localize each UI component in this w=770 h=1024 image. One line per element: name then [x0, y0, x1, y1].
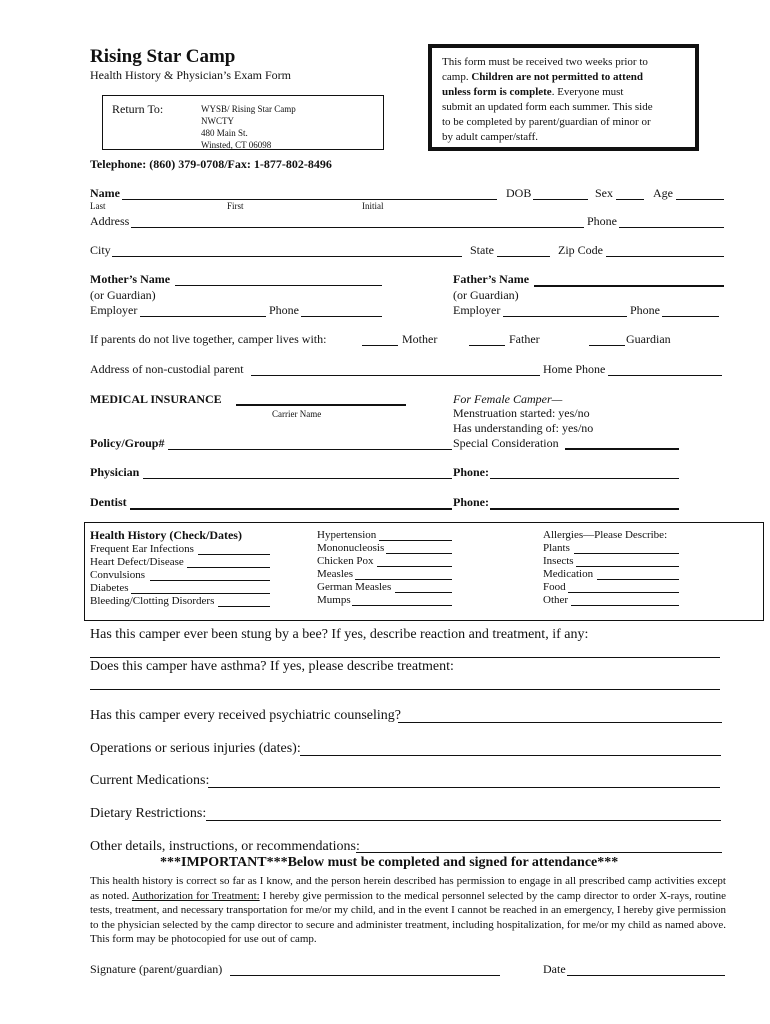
notice-text: . Everyone must: [551, 86, 624, 98]
mother-label: Mother’s Name: [90, 272, 171, 286]
important-heading: ***IMPORTANT***Below must be completed and signed for attendance***: [160, 855, 619, 870]
bee-field[interactable]: [90, 657, 720, 658]
dentist-phone-label: Phone:: [453, 495, 489, 509]
dietary-field[interactable]: [206, 820, 721, 821]
asthma-question: Does this camper have asthma? If yes, please describe treatment:: [90, 659, 454, 674]
date-field[interactable]: [567, 975, 725, 976]
date-label: Date: [543, 962, 566, 976]
state-label: State: [470, 243, 494, 257]
sex-label: Sex: [595, 186, 613, 200]
operations-field[interactable]: [300, 755, 721, 756]
notice-line: submit an updated form each summer. This side: [442, 101, 653, 113]
father-phone-field[interactable]: [662, 316, 719, 317]
health-item: Mumps: [317, 594, 351, 606]
menstruation: Menstruation started: yes/no: [453, 406, 590, 420]
father-employer-field[interactable]: [503, 316, 627, 317]
address-field[interactable]: [131, 227, 584, 228]
noncustodial-field[interactable]: [251, 375, 540, 376]
mother-phone-label: Phone: [269, 303, 299, 317]
health-item: Hypertension: [317, 529, 377, 541]
health-item-field[interactable]: [352, 605, 452, 606]
name-field[interactable]: [122, 199, 497, 200]
medications-question: Current Medications:: [90, 773, 210, 788]
health-item: German Measles: [317, 581, 392, 593]
health-item: Convulsions: [90, 569, 146, 581]
notice-text: camp.: [442, 71, 469, 83]
special-field[interactable]: [565, 448, 679, 450]
physician-phone-field[interactable]: [490, 478, 679, 479]
address-label: Address: [90, 214, 130, 228]
health-item-field[interactable]: [377, 566, 452, 567]
signature-label: Signature (parent/guardian): [90, 962, 223, 976]
health-item: Insects: [543, 555, 574, 567]
policy-field[interactable]: [168, 449, 452, 450]
age-label: Age: [653, 186, 673, 200]
allergies-label: Allergies—Please Describe:: [543, 529, 668, 541]
phone-label: Phone: [587, 214, 617, 228]
other-field[interactable]: [356, 852, 722, 853]
return-label: Return To:: [112, 102, 164, 116]
consent-text: I hereby give permission to the medical personnel selected by the camp director to order X-rays, routine tests, treatment, and necessary transportation for me/or my child, and in the event I cannot be reached in an emergency, I hereby give permission to the physician selected by the camp director to secure and administer treatment, including hospitalization, for me/or my child as named above. This form may be photocopied for use out of camp.: [90, 889, 726, 945]
city-label: City: [90, 243, 111, 257]
signature-field[interactable]: [230, 975, 500, 976]
health-item-field[interactable]: [218, 606, 270, 607]
health-item-field[interactable]: [198, 554, 270, 555]
return-line: WYSB/ Rising Star Camp: [201, 104, 296, 114]
health-item: Medication: [543, 568, 594, 580]
understanding: Has understanding of: yes/no: [453, 421, 594, 435]
last-caption: Last: [90, 201, 106, 211]
initial-caption: Initial: [362, 201, 384, 211]
consent-text: This health history is correct so far as I know, and the person herein described has permission to engage in all prescribed camp activities except as noted.: [90, 875, 726, 902]
return-line: Winsted, CT 06098: [201, 140, 272, 150]
form-subtitle: Health History & Physician’s Exam Form: [90, 68, 291, 82]
health-item-field[interactable]: [386, 553, 452, 554]
mother-phone-field[interactable]: [301, 316, 382, 317]
physician-field[interactable]: [143, 478, 452, 479]
return-address-box: [102, 95, 384, 150]
option-guardian: Guardian: [626, 332, 671, 346]
physician-phone-label: Phone:: [453, 465, 489, 479]
noncustodial-label: Address of non-custodial parent: [90, 362, 244, 376]
zip-field[interactable]: [606, 256, 724, 257]
health-item-field[interactable]: [576, 566, 679, 567]
health-item-field[interactable]: [395, 592, 452, 593]
psych-question: Has this camper every received psychiatric counseling?: [90, 708, 401, 723]
health-item-field[interactable]: [574, 553, 679, 554]
city-field[interactable]: [112, 256, 462, 257]
notice-line: This form must be received two weeks prior to: [442, 56, 648, 68]
mother-guardian: (or Guardian): [90, 288, 156, 302]
parents-apart-label: If parents do not live together, camper lives with:: [90, 332, 327, 346]
health-item-field[interactable]: [379, 540, 452, 541]
option-father: Father: [509, 332, 540, 346]
phone-field[interactable]: [619, 227, 724, 228]
notice-line: by adult camper/staff.: [442, 131, 539, 143]
mother-employer-field[interactable]: [140, 316, 266, 317]
health-item-field[interactable]: [131, 593, 270, 594]
health-item: Food: [543, 581, 566, 593]
notice-line: [442, 71, 643, 83]
health-item-field[interactable]: [150, 580, 270, 581]
health-item-field[interactable]: [187, 567, 270, 568]
health-item: Chicken Pox: [317, 555, 374, 567]
dietary-question: Dietary Restrictions:: [90, 806, 207, 821]
special-label: Special Consideration: [453, 436, 559, 450]
lives-mother-field[interactable]: [362, 345, 398, 346]
health-item: Plants: [543, 542, 570, 554]
dentist-field[interactable]: [130, 508, 452, 510]
health-item: Measles: [317, 568, 354, 580]
health-item-field[interactable]: [568, 592, 679, 593]
state-field[interactable]: [497, 256, 550, 257]
health-item: Bleeding/Clotting Disorders: [90, 595, 215, 607]
return-line: NWCTY: [201, 116, 234, 126]
notice-line: [442, 86, 623, 98]
lives-guardian-field[interactable]: [589, 345, 625, 346]
father-label: Father’s Name: [453, 272, 530, 286]
zip-label: Zip Code: [558, 243, 603, 257]
health-item-field[interactable]: [597, 579, 679, 580]
return-line: 480 Main St.: [201, 128, 248, 138]
health-item: Other: [543, 594, 569, 606]
name-label: Name: [90, 186, 120, 200]
bee-question: Has this camper ever been stung by a bee? If yes, describe reaction and treatment, if any:: [90, 627, 589, 642]
psych-field[interactable]: [398, 722, 722, 723]
notice-line: to be completed by parent/guardian of minor or: [442, 116, 651, 128]
mother-employer-label: Employer: [90, 303, 138, 317]
other-question: Other details, instructions, or recommendations:: [90, 839, 360, 854]
medications-field[interactable]: [208, 787, 720, 788]
home-phone-label: Home Phone: [543, 362, 606, 376]
female-camper-label: For Female Camper—: [453, 392, 563, 406]
father-employer-label: Employer: [453, 303, 501, 317]
carrier-caption: Carrier Name: [272, 409, 322, 419]
father-phone-label: Phone: [630, 303, 660, 317]
lives-father-field[interactable]: [469, 345, 505, 346]
sex-field[interactable]: [616, 199, 644, 200]
health-heading: Health History (Check/Dates): [90, 528, 242, 542]
carrier-field[interactable]: [236, 404, 406, 406]
insurance-label: MEDICAL INSURANCE: [90, 392, 222, 406]
form-title: Rising Star Camp: [90, 46, 236, 67]
home-phone-field[interactable]: [608, 375, 722, 376]
dentist-label: Dentist: [90, 495, 127, 509]
age-field[interactable]: [676, 199, 724, 200]
father-guardian: (or Guardian): [453, 288, 519, 302]
mother-field[interactable]: [175, 285, 382, 286]
telephone: Telephone: (860) 379-0708/Fax: 1-877-802-8496: [90, 157, 332, 171]
option-mother: Mother: [402, 332, 438, 346]
consent-paragraph: [90, 874, 726, 947]
asthma-field[interactable]: [90, 689, 720, 690]
dob-field[interactable]: [533, 199, 588, 200]
notice-bold: Children are not permitted to attend: [471, 71, 643, 83]
health-item-field[interactable]: [571, 605, 679, 606]
authorization-label: Authorization for Treatment:: [131, 889, 260, 902]
physician-label: Physician: [90, 465, 140, 479]
operations-question: Operations or serious injuries (dates):: [90, 741, 301, 756]
health-item: Diabetes: [90, 582, 129, 594]
notice-bold: unless form is complete: [442, 86, 552, 98]
dentist-phone-field[interactable]: [490, 508, 679, 510]
father-field[interactable]: [534, 285, 724, 287]
health-item: Mononucleosis: [317, 542, 385, 554]
health-item: Frequent Ear Infections: [90, 543, 194, 555]
policy-label: Policy/Group#: [90, 436, 165, 450]
first-caption: First: [227, 201, 244, 211]
notice-box: [428, 44, 699, 151]
health-item-field[interactable]: [355, 579, 452, 580]
health-item: Heart Defect/Disease: [90, 556, 184, 568]
dob-label: DOB: [506, 186, 532, 200]
